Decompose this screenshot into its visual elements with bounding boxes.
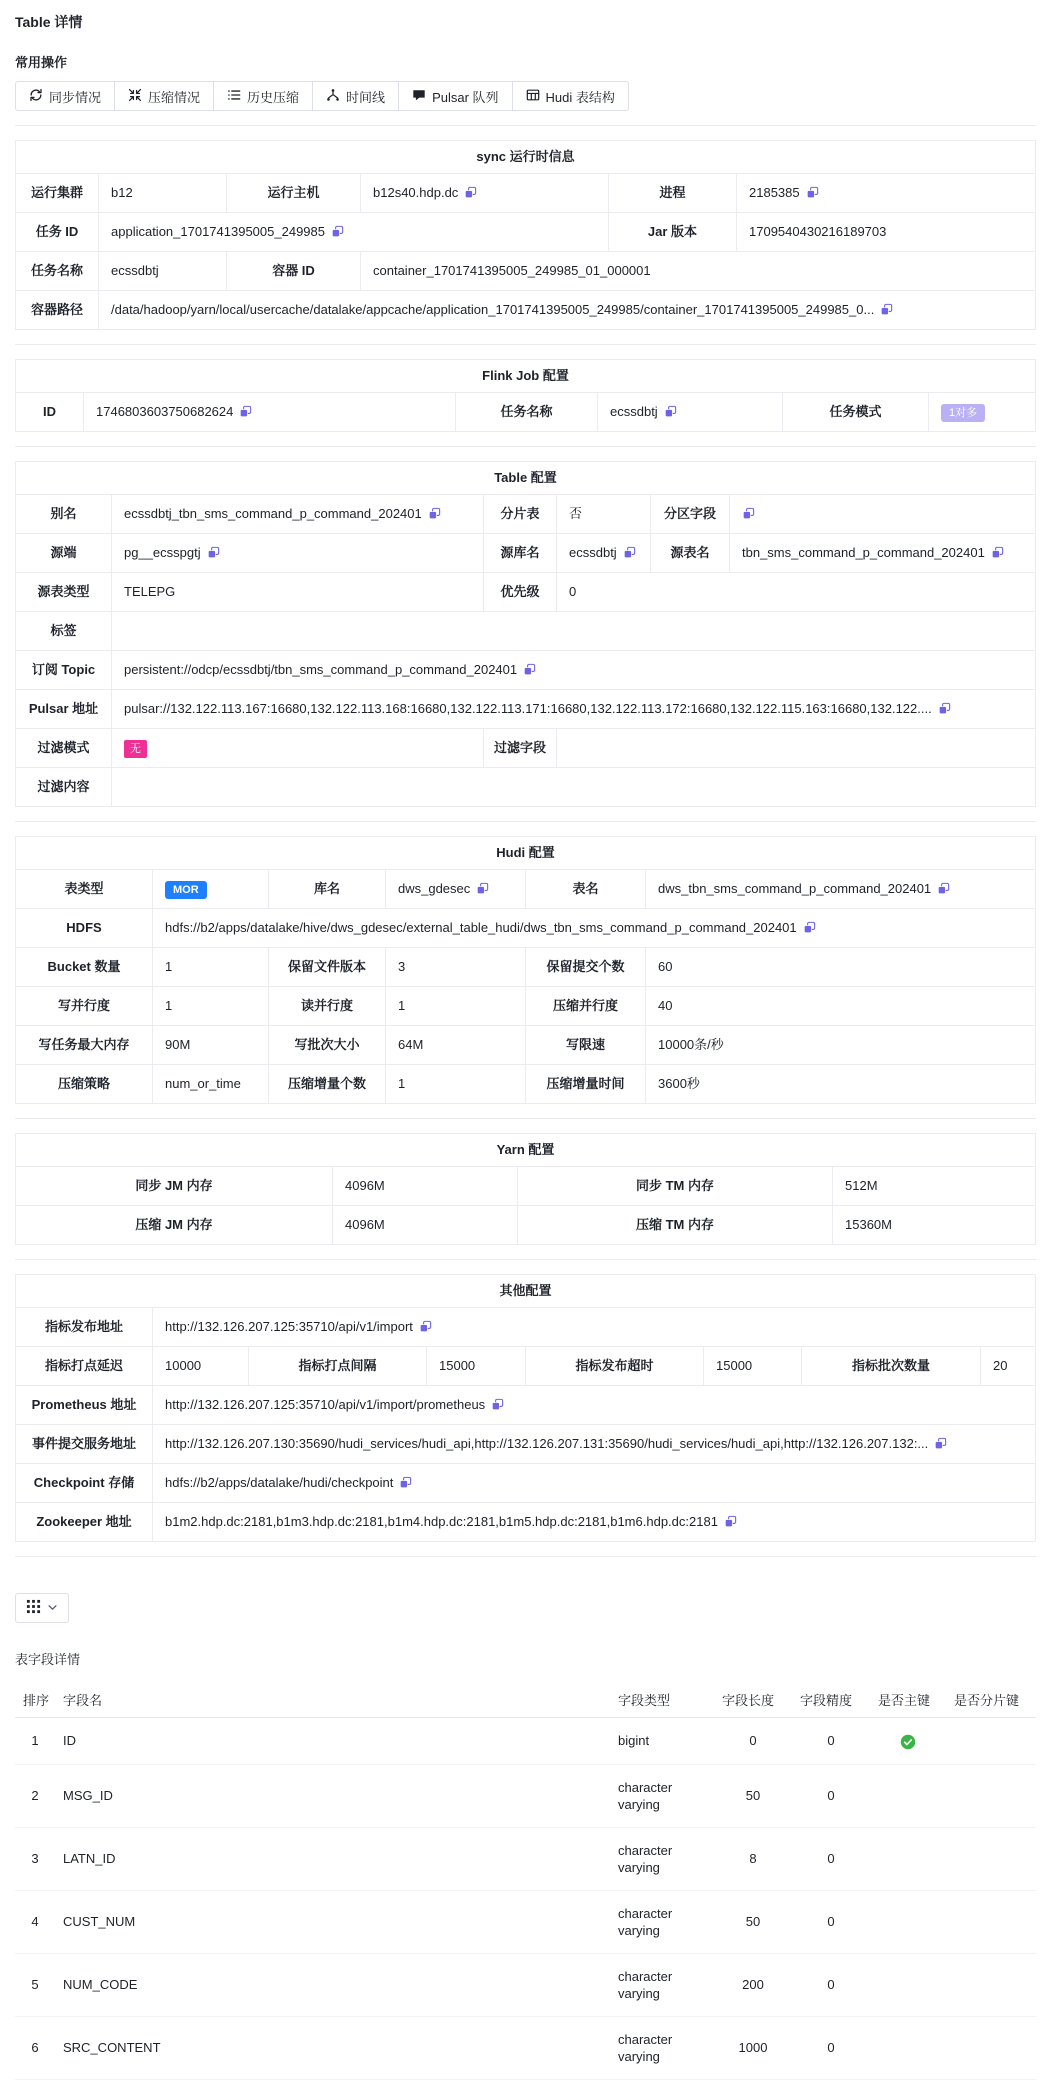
write-batch-size-label: 写批次大小	[269, 1026, 386, 1065]
write-max-mem-value: 90M	[153, 1026, 269, 1065]
col-is-shard: 是否分片键	[946, 1682, 1036, 1718]
table-config-table	[15, 461, 1036, 807]
section-divider	[15, 446, 1036, 447]
field-type: character varying	[610, 2016, 714, 2079]
priority-value: 0	[557, 573, 1036, 612]
section-divider	[15, 821, 1036, 822]
shard-table-label: 分片表	[484, 495, 557, 534]
bucket-num-value: 1	[153, 948, 269, 987]
flink-mode-label: 任务模式	[783, 393, 929, 432]
metrics-interval-value: 15000	[427, 1347, 526, 1386]
copy-icon[interactable]	[742, 507, 755, 520]
filter-mode-label: 过滤模式	[16, 729, 112, 768]
sync-host-value: b12s40.hdp.dc	[361, 174, 609, 213]
zookeeper-address-label: Zookeeper 地址	[16, 1503, 153, 1542]
compact-parallelism-label: 压缩并行度	[526, 987, 646, 1026]
prometheus-address-label: Prometheus 地址	[16, 1386, 153, 1425]
source-table-label: 源表名	[651, 534, 730, 573]
compact-delta-num-value: 1	[386, 1065, 526, 1104]
common-operations-title: 常用操作	[15, 55, 68, 70]
field-type: character varying	[610, 1890, 714, 1953]
field-precision: 0	[792, 2016, 870, 2079]
prometheus-address-value: http://132.126.207.125:35710/api/v1/import/prometheus	[153, 1386, 1036, 1425]
copy-icon[interactable]	[331, 225, 344, 238]
write-batch-size-value: 64M	[386, 1026, 526, 1065]
sync-container-path-label: 容器路径	[16, 291, 99, 330]
sync-jar-value: 1709540430216189703	[737, 213, 1036, 252]
copy-icon[interactable]	[623, 546, 636, 559]
filter-mode-value	[112, 729, 484, 768]
metrics-publish-value: http://132.126.207.125:35710/api/v1/import	[153, 1308, 1036, 1347]
field-precision: 0	[792, 1953, 870, 2016]
metrics-batch-value: 20	[981, 1347, 1036, 1386]
mor-badge: MOR	[165, 881, 207, 899]
copy-icon[interactable]	[934, 1437, 947, 1450]
section-divider	[15, 1118, 1036, 1119]
field-precision: 0	[792, 1764, 870, 1827]
read-parallelism-value: 1	[386, 987, 526, 1026]
source-db-value: ecssdbtj	[557, 534, 651, 573]
col-seq: 排序	[15, 1682, 55, 1718]
fields-table	[15, 1682, 1036, 2080]
sync-runtime-title: sync 运行时信息	[16, 141, 1036, 174]
other-config-title: 其他配置	[16, 1275, 1036, 1308]
write-parallelism-label: 写并行度	[16, 987, 153, 1026]
filter-mode-badge: 无	[124, 740, 147, 758]
metrics-publish-label: 指标发布地址	[16, 1308, 153, 1347]
field-row	[15, 1827, 1036, 1890]
field-precision: 0	[792, 1890, 870, 1953]
sync-cluster-label: 运行集群	[16, 174, 99, 213]
column-settings-button[interactable]	[15, 1593, 69, 1623]
tags-value	[112, 612, 1036, 651]
copy-icon[interactable]	[491, 1398, 504, 1411]
button-label: 历史压缩	[247, 89, 300, 105]
zookeeper-address-value: b1m2.hdp.dc:2181,b1m3.hdp.dc:2181,b1m4.hdp.dc:2181,b1m5.hdp.dc:2181,b1m6.hdp.dc:2181	[153, 1503, 1036, 1542]
source-type-value: TELEPG	[112, 573, 484, 612]
sync-jm-mem-value: 4096M	[333, 1167, 518, 1206]
hudi-db-label: 库名	[269, 870, 386, 909]
copy-icon[interactable]	[523, 663, 536, 676]
checkpoint-storage-label: Checkpoint 存储	[16, 1464, 153, 1503]
field-is-primary	[870, 2016, 946, 2079]
flink-name-label: 任务名称	[456, 393, 598, 432]
field-name: NUM_CODE	[55, 1953, 610, 2016]
filter-field-label: 过滤字段	[484, 729, 557, 768]
button-label: 压缩情况	[148, 89, 201, 105]
compact-tm-mem-label: 压缩 TM 内存	[518, 1206, 833, 1245]
field-is-primary	[870, 1764, 946, 1827]
col-field-type: 字段类型	[610, 1682, 714, 1718]
fields-header-row	[15, 1682, 1036, 1718]
col-field-length: 字段长度	[714, 1682, 792, 1718]
field-is-primary	[870, 1827, 946, 1890]
section-divider	[15, 1556, 1036, 1557]
sync-icon	[29, 88, 43, 105]
copy-icon[interactable]	[937, 882, 950, 895]
field-is-primary	[870, 1953, 946, 2016]
field-seq: 4	[15, 1890, 55, 1953]
hudi-table-value: dws_tbn_sms_command_p_command_202401	[646, 870, 1036, 909]
sync-container-id-label: 容器 ID	[227, 252, 361, 291]
compact-tm-mem-value: 15360M	[833, 1206, 1036, 1245]
compact-parallelism-value: 40	[646, 987, 1036, 1026]
partition-field-value	[730, 495, 1036, 534]
field-length: 50	[714, 1764, 792, 1827]
field-name: SRC_CONTENT	[55, 2016, 610, 2079]
field-type: bigint	[610, 1718, 714, 1765]
metrics-interval-label: 指标打点间隔	[249, 1347, 427, 1386]
sync-job-id-value: application_1701741395005_249985	[99, 213, 609, 252]
sync-job-name-value: ecssdbtj	[99, 252, 227, 291]
copy-icon[interactable]	[806, 186, 819, 199]
sync-host-label: 运行主机	[227, 174, 361, 213]
field-name: MSG_ID	[55, 1764, 610, 1827]
field-precision: 0	[792, 1827, 870, 1890]
table-config-title: Table 配置	[16, 462, 1036, 495]
sync-container-id-value: container_1701741395005_249985_01_000001	[361, 252, 1036, 291]
flink-name-value: ecssdbtj	[598, 393, 783, 432]
col-is-primary: 是否主键	[870, 1682, 946, 1718]
sync-container-path-value: /data/hadoop/yarn/local/usercache/datalake/appcache/application_1701741395005_249985/container_1701741395005_249985_0...	[99, 291, 1036, 330]
write-max-mem-label: 写任务最大内存	[16, 1026, 153, 1065]
filter-content-value	[112, 768, 1036, 807]
source-table-value: tbn_sms_command_p_command_202401	[730, 534, 1036, 573]
commits-retained-value: 60	[646, 948, 1036, 987]
priority-label: 优先级	[484, 573, 557, 612]
field-length: 1000	[714, 2016, 792, 2079]
field-seq: 5	[15, 1953, 55, 2016]
col-field-name: 字段名	[55, 1682, 610, 1718]
hudi-config-table	[15, 836, 1036, 1104]
copy-icon[interactable]	[938, 702, 951, 715]
hudi-schema-button[interactable]	[512, 81, 629, 111]
sync-tm-mem-label: 同步 TM 内存	[518, 1167, 833, 1206]
copy-icon[interactable]	[207, 546, 220, 559]
sync-job-name-label: 任务名称	[16, 252, 99, 291]
alias-value: ecssdbtj_tbn_sms_command_p_command_202401	[112, 495, 484, 534]
compress-icon	[128, 88, 142, 105]
copy-icon[interactable]	[991, 546, 1004, 559]
col-field-precision: 字段精度	[792, 1682, 870, 1718]
chat-bubble-icon	[412, 88, 426, 105]
compact-jm-mem-value: 4096M	[333, 1206, 518, 1245]
field-is-primary	[870, 1890, 946, 1953]
field-is-shard	[946, 2016, 1036, 2079]
button-label: 时间线	[346, 89, 386, 105]
metrics-timeout-label: 指标发布超时	[526, 1347, 704, 1386]
grid-icon	[26, 1599, 41, 1617]
write-rate-limit-label: 写限速	[526, 1026, 646, 1065]
write-parallelism-value: 1	[153, 987, 269, 1026]
hdfs-value: hdfs://b2/apps/datalake/hive/dws_gdesec/external_table_hudi/dws_tbn_sms_command_p_command_202401	[153, 909, 1036, 948]
hudi-db-value: dws_gdesec	[386, 870, 526, 909]
primary-check-icon	[900, 1734, 916, 1750]
field-is-shard	[946, 1953, 1036, 2016]
shard-table-value: 否	[557, 495, 651, 534]
field-row	[15, 2016, 1036, 2079]
field-is-shard	[946, 1890, 1036, 1953]
sync-job-id-label: 任务 ID	[16, 213, 99, 252]
copy-icon[interactable]	[476, 882, 489, 895]
fields-section-title: 表字段详情	[15, 1652, 81, 1667]
filter-content-label: 过滤内容	[16, 768, 112, 807]
copy-icon[interactable]	[428, 507, 441, 520]
flink-job-table	[15, 359, 1036, 432]
partition-field-label: 分区字段	[651, 495, 730, 534]
write-rate-limit-value: 10000条/秒	[646, 1026, 1036, 1065]
topic-value: persistent://odcp/ecssdbtj/tbn_sms_command_p_command_202401	[112, 651, 1036, 690]
checkpoint-storage-value: hdfs://b2/apps/datalake/hudi/checkpoint	[153, 1464, 1036, 1503]
field-type: character varying	[610, 1764, 714, 1827]
copy-icon[interactable]	[880, 303, 893, 316]
field-is-shard	[946, 1718, 1036, 1765]
sync-process-value: 2185385	[737, 174, 1036, 213]
file-versions-value: 3	[386, 948, 526, 987]
other-config-table	[15, 1274, 1036, 1542]
compact-jm-mem-label: 压缩 JM 内存	[16, 1206, 333, 1245]
metrics-batch-label: 指标批次数量	[802, 1347, 981, 1386]
copy-icon[interactable]	[724, 1515, 737, 1528]
history-compaction-button[interactable]	[213, 81, 313, 111]
section-divider	[15, 344, 1036, 345]
hudi-type-label: 表类型	[16, 870, 153, 909]
field-is-shard	[946, 1827, 1036, 1890]
field-is-primary	[870, 1718, 946, 1765]
section-divider	[15, 1259, 1036, 1260]
file-versions-label: 保留文件版本	[269, 948, 386, 987]
flink-id-value: 1746803603750682624	[84, 393, 456, 432]
source-value: pg__ecsspgtj	[112, 534, 484, 573]
field-precision: 0	[792, 1718, 870, 1765]
field-length: 50	[714, 1890, 792, 1953]
sync-tm-mem-value: 512M	[833, 1167, 1036, 1206]
tags-label: 标签	[16, 612, 112, 651]
field-is-shard	[946, 1764, 1036, 1827]
fields-table-body	[15, 1718, 1036, 2080]
timeline-button[interactable]	[312, 81, 399, 111]
operations-toolbar	[15, 81, 1036, 111]
job-mode-badge: 1对多	[941, 404, 985, 422]
hudi-table-label: 表名	[526, 870, 646, 909]
compact-strategy-label: 压缩策略	[16, 1065, 153, 1104]
field-name: CUST_NUM	[55, 1890, 610, 1953]
field-type: character varying	[610, 1827, 714, 1890]
flink-job-title: Flink Job 配置	[16, 360, 1036, 393]
compact-delta-time-value: 3600秒	[646, 1065, 1036, 1104]
metrics-delay-label: 指标打点延迟	[16, 1347, 153, 1386]
copy-icon[interactable]	[803, 921, 816, 934]
field-length: 8	[714, 1827, 792, 1890]
field-name: LATN_ID	[55, 1827, 610, 1890]
copy-icon[interactable]	[419, 1320, 432, 1333]
history-list-icon	[227, 88, 241, 105]
metrics-delay-value: 10000	[153, 1347, 249, 1386]
section-divider	[15, 125, 1036, 126]
sync-jm-mem-label: 同步 JM 内存	[16, 1167, 333, 1206]
topic-label: 订阅 Topic	[16, 651, 112, 690]
flink-id-label: ID	[16, 393, 84, 432]
event-service-value: http://132.126.207.130:35690/hudi_services/hudi_api,http://132.126.207.131:35690/hudi_services/hudi_api,http://132.126.207.132:...	[153, 1425, 1036, 1464]
field-length: 200	[714, 1953, 792, 2016]
hdfs-label: HDFS	[16, 909, 153, 948]
source-label: 源端	[16, 534, 112, 573]
sync-process-label: 进程	[609, 174, 737, 213]
pulsar-address-value: pulsar://132.122.113.167:16680,132.122.113.168:16680,132.122.113.171:16680,132.122.113.172:16680,132.122.115.163:16680,132.122....	[112, 690, 1036, 729]
button-label: 同步情况	[49, 89, 102, 105]
yarn-config-title: Yarn 配置	[16, 1134, 1036, 1167]
chevron-down-icon	[47, 1601, 58, 1616]
button-label: Pulsar 队列	[432, 89, 499, 105]
pulsar-address-label: Pulsar 地址	[16, 690, 112, 729]
field-seq: 2	[15, 1764, 55, 1827]
commits-retained-label: 保留提交个数	[526, 948, 646, 987]
sync-status-button[interactable]	[15, 81, 115, 111]
compact-strategy-value: num_or_time	[153, 1065, 269, 1104]
page-title: Table 详情	[15, 14, 83, 30]
field-name: ID	[55, 1718, 610, 1765]
copy-icon[interactable]	[664, 405, 677, 418]
copy-icon[interactable]	[239, 405, 252, 418]
event-service-label: 事件提交服务地址	[16, 1425, 153, 1464]
field-type: character varying	[610, 1953, 714, 2016]
alias-label: 别名	[16, 495, 112, 534]
sync-cluster-value: b12	[99, 174, 227, 213]
field-seq: 3	[15, 1827, 55, 1890]
sync-runtime-table	[15, 140, 1036, 330]
source-type-label: 源表类型	[16, 573, 112, 612]
read-parallelism-label: 读并行度	[269, 987, 386, 1026]
field-row	[15, 1953, 1036, 2016]
copy-icon[interactable]	[464, 186, 477, 199]
button-label: Hudi 表结构	[545, 89, 615, 105]
hudi-type-value	[153, 870, 269, 909]
compaction-status-button[interactable]	[114, 81, 214, 111]
field-seq: 1	[15, 1718, 55, 1765]
filter-field-value	[557, 729, 1036, 768]
source-db-label: 源库名	[484, 534, 557, 573]
table-grid-icon	[526, 88, 540, 105]
field-row	[15, 1764, 1036, 1827]
sync-jar-label: Jar 版本	[609, 213, 737, 252]
compact-delta-time-label: 压缩增量时间	[526, 1065, 646, 1104]
bucket-num-label: Bucket 数量	[16, 948, 153, 987]
field-seq: 6	[15, 2016, 55, 2079]
timeline-icon	[326, 88, 340, 105]
metrics-timeout-value: 15000	[704, 1347, 802, 1386]
field-length: 0	[714, 1718, 792, 1765]
copy-icon[interactable]	[399, 1476, 412, 1489]
compact-delta-num-label: 压缩增量个数	[269, 1065, 386, 1104]
hudi-config-title: Hudi 配置	[16, 837, 1036, 870]
field-row	[15, 1718, 1036, 1765]
yarn-config-table	[15, 1133, 1036, 1245]
pulsar-queue-button[interactable]	[398, 81, 512, 111]
field-row	[15, 1890, 1036, 1953]
flink-mode-value	[929, 393, 1036, 432]
